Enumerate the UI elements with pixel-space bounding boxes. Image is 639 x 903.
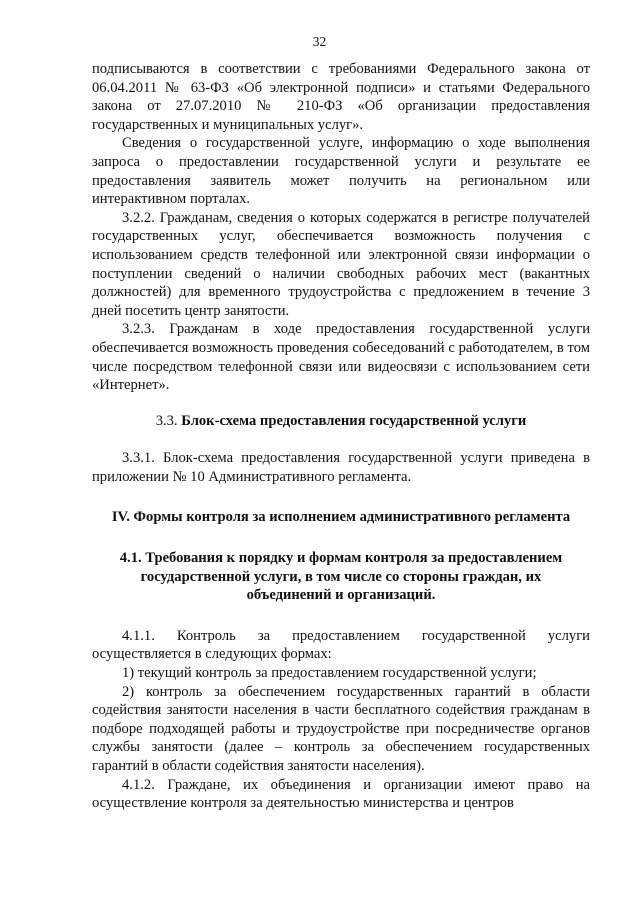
list-item-guarantees-control: 2) контроль за обеспечением государственных гарантий в области содействия занятости населения в части бесплатного содействия гражданам в подборе подходящей работы и трудоустройстве при посредничестве органов службы занятости (далее – контроль за обеспечением государственных гарантий в области содействия занятости населения). bbox=[92, 683, 590, 774]
section-number-3-3: 3.3. bbox=[155, 412, 178, 429]
section-heading-3-3 bbox=[92, 412, 590, 431]
page-number: 32 bbox=[312, 34, 327, 49]
paragraph-3-2-3: 3.2.3. Гражданам в ходе предоставления государственной услуги обеспечивается возможность проведения собеседований с работодателем, в том числе посредством телефонной связи или видеосвязи с использованием сети «Интернет». bbox=[92, 321, 590, 394]
paragraph-4-1-2: 4.1.2. Граждане, их объединения и организации имеют право на осуществление контроля за деятельностью министерства и центров bbox=[92, 776, 590, 812]
paragraph-3-3-1: 3.3.1. Блок-схема предоставления государственной услуги приведена в приложении № 10 Административного регламента. bbox=[92, 450, 590, 485]
paragraph-service-info: Сведения о государственной услуге, информацию о ходе выполнения запроса о предоставлении государственной услуги и результате ее предоставления заявитель может получить на региональном или интерактивном порталах. bbox=[92, 135, 590, 208]
chapter-heading-iv: IV. Формы контроля за исполнением административного регламента bbox=[111, 509, 571, 526]
paragraph-4-1-1: 4.1.1. Контроль за предоставлением государственной услуги осуществляется в следующих формах: bbox=[92, 627, 590, 663]
section-title-3-3: Блок-схема предоставления государственной услуги bbox=[181, 412, 527, 429]
document-body bbox=[92, 60, 590, 813]
section-heading-4-1: 4.1. Требования к порядку и формам контроля за предоставлением государственной услуги, в том числе со стороны граждан, их объединений и организаций. bbox=[119, 550, 563, 604]
list-item-current-control: 1) текущий контроль за предоставлением государственной услуги; bbox=[122, 665, 537, 682]
paragraph-signature-law: подписываются в соответствии с требованиями Федерального закона от 06.04.2011 № 63-ФЗ «Об электронной подписи» и статьями Федерального закона от 27.07.2010 № 210-ФЗ «Об организации предоставления государственных и муниципальных услуг». bbox=[92, 61, 590, 133]
paragraph-3-2-2: 3.2.2. Гражданам, сведения о которых содержатся в регистре получателей государственных услуг, обеспечивается возможность получения с использованием средств телефонной или электронной связи информации о поступлении сведений о наличии свободных рабочих мест (вакантных должностей) для временного трудоустройства с предложением в течение 3 дней посетить центр занятости. bbox=[92, 209, 590, 319]
